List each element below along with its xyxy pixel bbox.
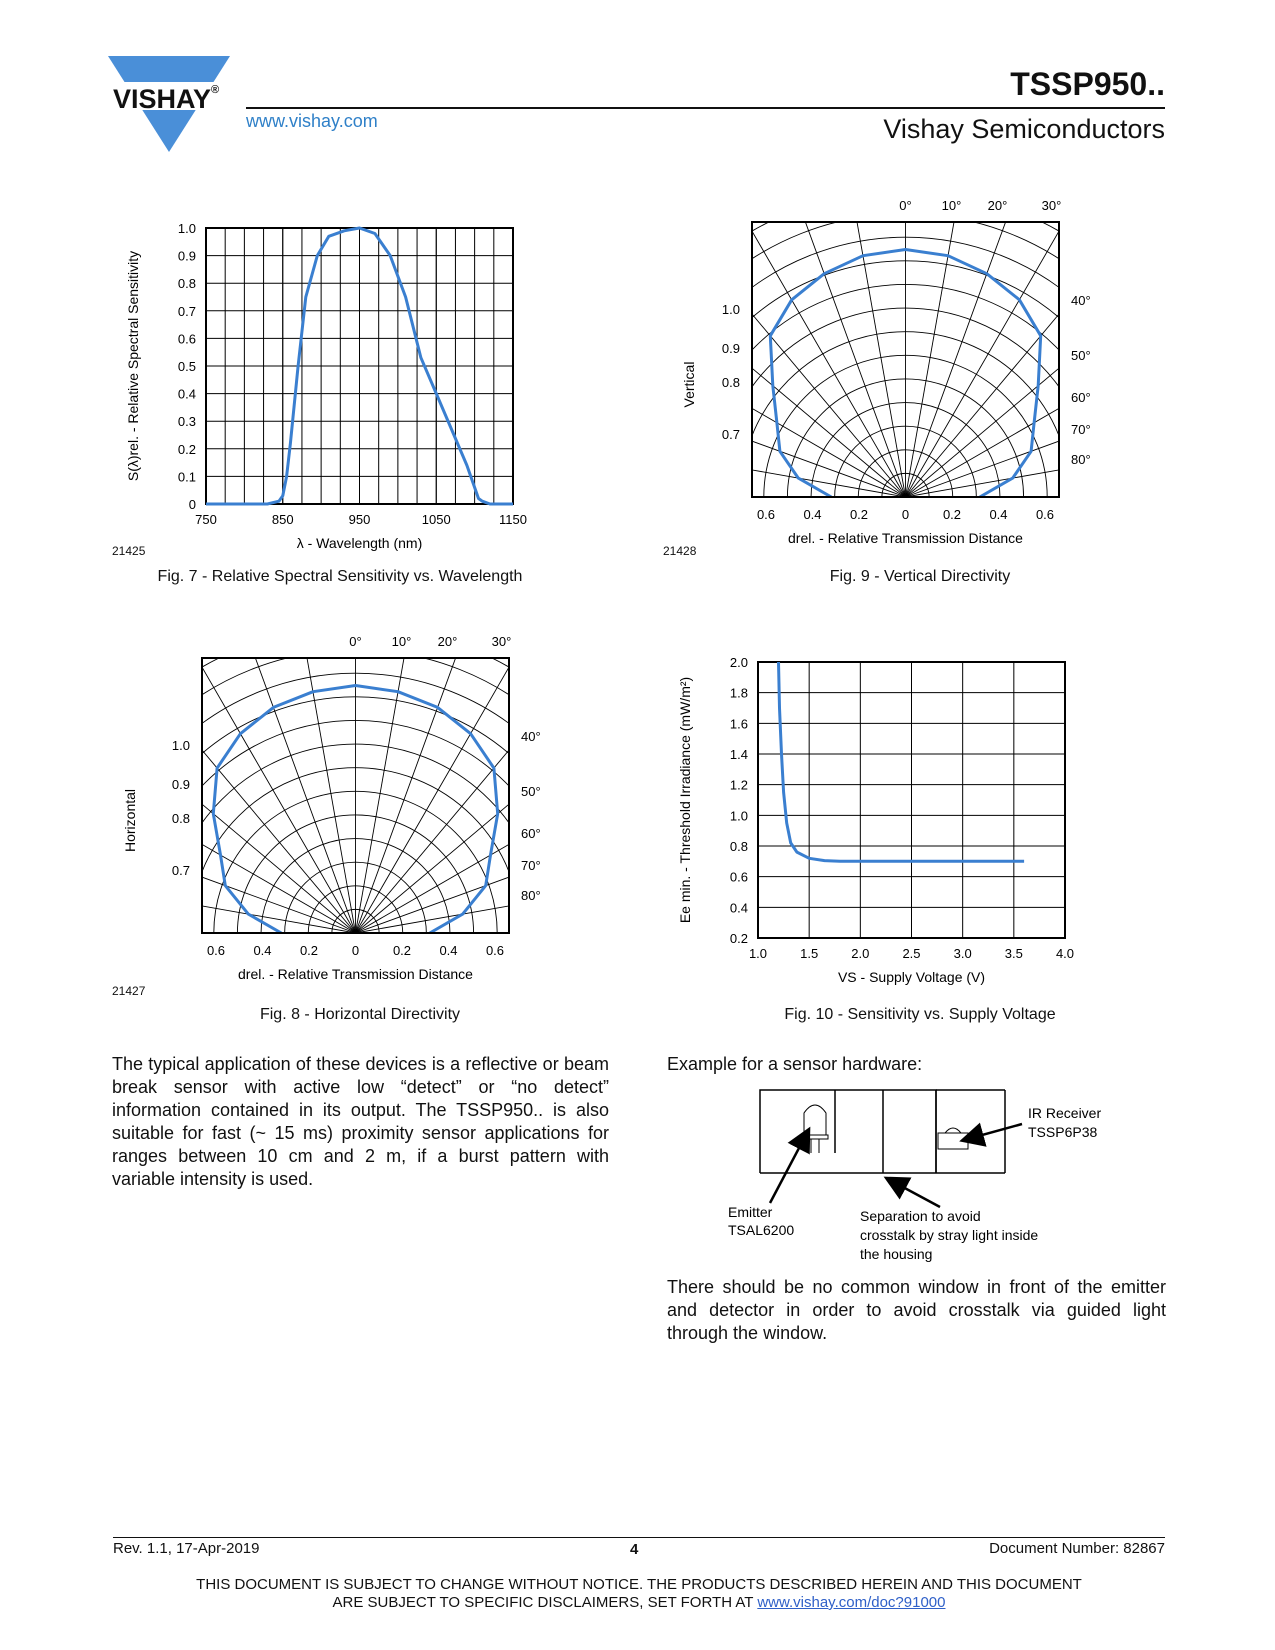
y-tick-label: 1.6	[729, 716, 748, 732]
radius-label: 0.8	[171, 811, 190, 826]
emitter-led-icon	[802, 1105, 828, 1153]
angle-label-side: 60°	[521, 826, 541, 841]
angle-label-top: 30°	[1041, 198, 1062, 213]
angle-label-top: 20°	[987, 198, 1008, 213]
x-tick-label: 2.5	[902, 946, 921, 961]
x-tick-label: 4.0	[1055, 946, 1075, 961]
angle-label-side: 60°	[1071, 390, 1091, 405]
x-tick-label: 750	[195, 512, 217, 527]
y-tick-label: 0.9	[177, 248, 196, 264]
angle-label-top: 0°	[349, 634, 362, 649]
y-tick-label: 0.8	[177, 276, 196, 292]
y-tick-label: 0.6	[177, 331, 196, 347]
grid-spoke	[356, 662, 584, 933]
separation-line-1: Separation to avoid	[860, 1208, 981, 1224]
x-tick-label: 3.5	[1004, 946, 1023, 961]
side-axis-label: Horizontal	[122, 788, 138, 853]
fig7-caption: Fig. 7 - Relative Spectral Sensitivity vs. Wavelength	[157, 568, 523, 585]
angle-label-side: 40°	[1071, 293, 1091, 308]
x-axis-label: VS - Supply Voltage (V)	[837, 969, 986, 985]
fig8-id: 21427	[112, 984, 146, 998]
angle-label-side: 70°	[1071, 422, 1091, 437]
footer-document-number: Document Number: 82867	[989, 1540, 1165, 1557]
emitter-label: Emitter	[728, 1204, 773, 1220]
grid-spoke	[356, 600, 477, 933]
angle-label-side: 80°	[1071, 452, 1091, 467]
angle-label-side: 50°	[1071, 348, 1091, 363]
x-tick-label: 0.6	[1035, 507, 1055, 522]
x-tick-label: 950	[348, 512, 371, 527]
y-tick-label: 0	[188, 497, 196, 512]
part-number: TSSP950..	[1010, 66, 1165, 102]
angle-label-side: 50°	[521, 784, 541, 799]
grid-spoke	[128, 662, 356, 933]
x-tick-label: 0	[901, 507, 910, 522]
angle-label-top: 10°	[941, 198, 962, 213]
header-rule	[246, 107, 1165, 109]
grid-spoke	[906, 164, 1027, 497]
y-tick-label: 0.7	[177, 303, 196, 319]
disclaimer-line-2: ARE SUBJECT TO SPECIFIC DISCLAIMERS, SET FORTH AT www.vishay.com/doc?91000	[332, 1594, 946, 1611]
fig7-id: 21425	[112, 544, 146, 558]
x-tick-label: 0.2	[392, 943, 412, 958]
fig8-polar-chart	[110, 632, 550, 982]
fig9-caption: Fig. 9 - Vertical Directivity	[829, 568, 1011, 585]
disclaimer-line-1: THIS DOCUMENT IS SUBJECT TO CHANGE WITHOUT NOTICE. THE PRODUCTS DESCRIBED HEREIN AND THIS DOCUMENT	[196, 1576, 1082, 1593]
x-tick-label: 0.6	[756, 507, 776, 522]
radius-label: 0.7	[721, 427, 740, 442]
x-tick-label: 0.4	[253, 943, 272, 958]
y-axis-label: Ee min. - Threshold Irradiance (mW/m²)	[677, 676, 693, 924]
y-tick-label: 1.8	[729, 685, 748, 701]
y-tick-label: 0.2	[177, 441, 196, 457]
angle-label-top: 30°	[491, 634, 512, 649]
x-tick-label: 3.0	[953, 946, 972, 961]
fig9-id: 21428	[663, 544, 697, 558]
x-tick-label: 1.0	[748, 946, 768, 961]
x-tick-label: 0.6	[485, 943, 505, 958]
x-tick-label: 2.0	[851, 946, 870, 961]
separation-line-3: the housing	[860, 1246, 933, 1262]
side-axis-label: Vertical	[681, 361, 697, 408]
x-tick-label: 1.5	[800, 946, 819, 961]
grid-spoke	[294, 584, 356, 933]
ir-receiver-part: TSSP6P38	[1028, 1124, 1098, 1140]
y-tick-label: 0.8	[729, 839, 748, 854]
company-name: Vishay Semiconductors	[883, 114, 1165, 144]
fig9-polar-chart	[660, 196, 1100, 546]
y-tick-label: 1.0	[729, 808, 748, 824]
x-tick-label: 0.4	[989, 507, 1008, 522]
fig10-chart	[660, 652, 1100, 998]
grid-spoke	[906, 190, 1083, 497]
x-axis-label: drel. - Relative Transmission Distance	[788, 530, 1023, 546]
y-tick-label: 0.4	[177, 386, 196, 402]
x-axis-label: λ - Wavelength (nm)	[296, 535, 423, 551]
angle-label-top: 0°	[899, 198, 912, 213]
x-tick-label: 0.2	[299, 943, 319, 958]
emitter-part: TSAL6200	[728, 1222, 795, 1238]
y-tick-label: 0.2	[729, 931, 748, 946]
logo-text: VISHAY®	[113, 84, 220, 114]
radius-label: 0.8	[721, 375, 740, 390]
y-axis-label: S(λ)rel. - Relative Spectral Sensitivity	[125, 250, 141, 482]
grid-spoke	[178, 626, 355, 933]
x-tick-label: 1050	[421, 512, 451, 527]
sensor-hardware-diagram	[700, 1085, 1120, 1265]
y-tick-label: 0.6	[729, 869, 748, 885]
x-tick-label: 850	[271, 512, 294, 527]
x-tick-label: 0.6	[206, 943, 226, 958]
y-tick-label: 1.2	[729, 777, 748, 793]
grid-spoke	[7, 871, 356, 933]
footer-rule	[113, 1537, 1165, 1538]
angle-label-top: 20°	[437, 634, 458, 649]
ir-receiver-label: IR Receiver	[1028, 1105, 1102, 1121]
x-axis-label: drel. - Relative Transmission Distance	[238, 966, 473, 982]
header-url-link[interactable]: www.vishay.com	[246, 111, 378, 131]
body-right-heading: Example for a sensor hardware:	[667, 1054, 923, 1074]
x-tick-label: 0	[351, 943, 360, 958]
angle-label-side: 80°	[521, 888, 541, 903]
grid-spoke	[234, 600, 355, 933]
fig10-caption: Fig. 10 - Sensitivity vs. Supply Voltage	[784, 1006, 1056, 1023]
grid-spoke	[784, 164, 905, 497]
y-tick-label: 0.3	[177, 414, 196, 430]
angle-label-top: 10°	[391, 634, 412, 649]
y-tick-label: 0.4	[729, 900, 748, 916]
radius-label: 1.0	[721, 302, 740, 317]
radius-label: 0.9	[171, 777, 190, 792]
radius-label: 1.0	[171, 738, 190, 753]
radius-label: 0.9	[721, 341, 740, 356]
grid-spoke	[844, 148, 906, 497]
y-tick-label: 1.4	[729, 747, 748, 762]
y-tick-label: 0.5	[177, 359, 196, 374]
x-tick-label: 0.2	[849, 507, 869, 522]
fig8-caption: Fig. 8 - Horizontal Directivity	[259, 1006, 461, 1023]
y-tick-label: 2.0	[729, 655, 748, 670]
disclaimer	[113, 1576, 1165, 1612]
y-tick-label: 1.0	[177, 221, 196, 236]
body-left-paragraph: The typical application of these devices is a reflective or beam break sensor with active low “detect” or “no detect” information contained in its output. The TSSP950.. is also suitable for fast (~ 15 ms) proximity sensor applications for ranges between 10 cm and 2 m, if a burst pattern with variable intensity is used.	[112, 1054, 609, 1189]
separation-line-2: crosstalk by stray light inside	[860, 1227, 1039, 1243]
data-series-line	[779, 662, 1025, 861]
footer-revision: Rev. 1.1, 17-Apr-2019	[113, 1540, 260, 1557]
x-tick-label: 0.4	[439, 943, 458, 958]
grid-spoke	[678, 226, 906, 497]
x-tick-label: 0.4	[803, 507, 822, 522]
ir-receiver-icon	[938, 1128, 968, 1149]
angle-label-side: 70°	[521, 858, 541, 873]
footer-page-number: 4	[630, 1541, 639, 1558]
grid-spoke	[906, 226, 1134, 497]
grid-spoke	[728, 190, 905, 497]
angle-label-side: 40°	[521, 729, 541, 744]
x-tick-label: 0.2	[942, 507, 962, 522]
radius-label: 0.7	[171, 863, 190, 878]
x-tick-label: 1150	[499, 512, 527, 527]
grid-spoke	[356, 626, 533, 933]
body-right-paragraph: There should be no common window in front of the emitter and detector in order to avoid crosstalk via guided light through the window.	[667, 1277, 1166, 1343]
y-tick-label: 0.1	[177, 469, 196, 485]
grid-spoke	[557, 435, 906, 497]
disclaimer-link[interactable]: www.vishay.com/doc?91000	[757, 1594, 946, 1611]
